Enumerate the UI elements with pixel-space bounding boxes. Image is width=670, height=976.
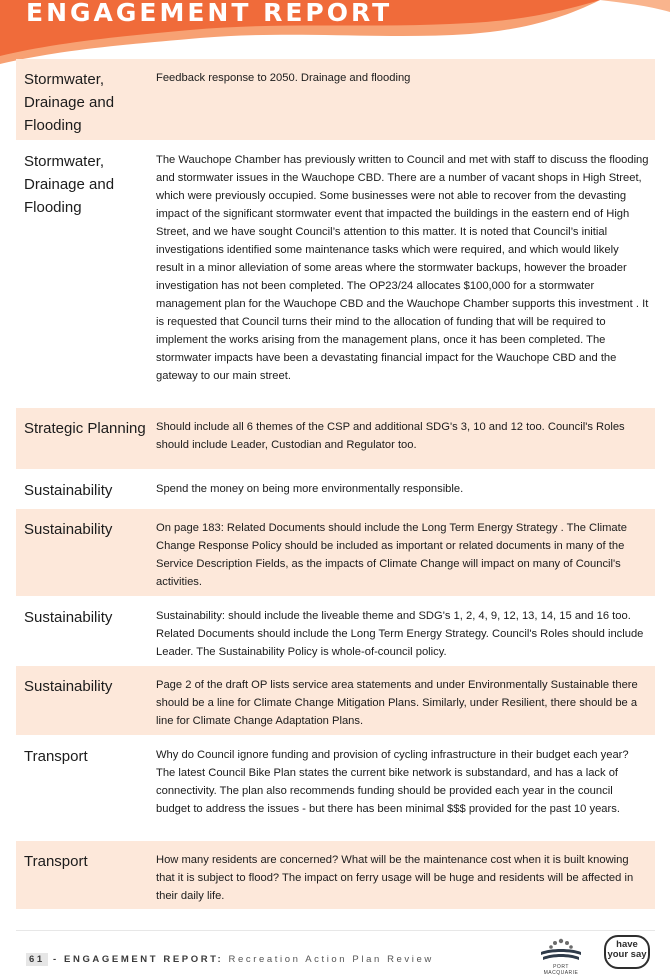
hys-line2: your say (607, 949, 647, 960)
header-banner (0, 0, 670, 64)
table-row (16, 736, 655, 841)
page-number: 61 (26, 953, 48, 966)
table-row (16, 666, 655, 736)
hys-line1: have (616, 939, 638, 950)
feedback-cell: Should include all 6 themes of the CSP and additional SDG's 3, 10 and 12 too. Council's Roles should include Leader, Custodian and Regulator too. (156, 421, 625, 451)
category-cell: Stormwater, Drainage and Flooding (24, 153, 115, 216)
feedback-cell: Page 2 of the draft OP lists service area statements and under Environmentally Sustainable there should be a line for Climate Change Mitigation Plans. Similarly, under Resilient, there should be a line for Climate Change Adaptation Plans. (156, 679, 638, 727)
footer-separator: - (53, 954, 59, 965)
table-row (16, 141, 655, 408)
footer-report-subtitle: Recreation Action Plan Review (228, 954, 434, 965)
category-cell: Transport (24, 853, 88, 870)
council-logo-icon (535, 936, 587, 964)
table-row (16, 408, 655, 470)
category-cell: Stormwater, Drainage and Flooding (24, 71, 115, 134)
feedback-cell: On page 183: Related Documents should include the Long Term Energy Strategy . The Climate Change Response Policy should be included as important or related documents in many of the Service Description Fields, as the impacts of Climate Change will impact on many of Council's activities. (156, 522, 627, 588)
footer-divider (16, 930, 655, 931)
category-cell: Transport (24, 748, 88, 765)
council-logo-text: PORT MACQUARIE (543, 964, 579, 976)
feedback-cell: How many residents are concerned? What will be the maintenance cost when it is built knowing that it is subject to flood? The impact on ferry usage will be huge and residents will be affected in their daily life. (156, 854, 634, 902)
category-cell: Sustainability (24, 482, 113, 499)
feedback-table (16, 59, 655, 910)
footer-report-label: ENGAGEMENT REPORT: (64, 954, 224, 965)
category-cell: Sustainability (24, 678, 113, 695)
table-row (16, 841, 655, 910)
category-cell: Strategic Planning (24, 420, 146, 437)
footer-text (26, 954, 434, 965)
feedback-cell: Feedback response to 2050. Drainage and flooding (156, 72, 411, 84)
table-row (16, 470, 655, 509)
feedback-cell: Spend the money on being more environmentally responsible. (156, 483, 464, 495)
feedback-cell: Why do Council ignore funding and provision of cycling infrastructure in their budget each year? The latest Council Bike Plan states the current bike network is substandard, and has a lack of connectivity. The plan also recommends funding should be provided each year in the council budget to address the issues - but there has been minimal $$$ provided for the past 10 years. (156, 749, 629, 815)
table-row (16, 597, 655, 666)
feedback-cell: Sustainability: should include the liveable theme and SDG's 1, 2, 4, 9, 12, 13, 14, 15 and 16 too. Related Documents should include the Long Term Energy Strategy. Council's Roles should include Leader. The Sustainability Policy is whole-of-council policy. (156, 610, 644, 658)
table-row (16, 509, 655, 597)
category-cell: Sustainability (24, 609, 113, 626)
table-row (16, 59, 655, 141)
category-cell: Sustainability (24, 521, 113, 538)
page-title: ENGAGEMENT REPORT (26, 0, 393, 27)
council-logo (535, 936, 587, 976)
have-your-say-logo (604, 935, 650, 969)
feedback-cell: The Wauchope Chamber has previously written to Council and met with staff to discuss the flooding and stormwater issues in the Wauchope CBD. There are a number of vacant shops in High Street, which were previously occupied. Some businesses were not able to recover from the devasting impact of the significant stormwater event that impacted the buildings in the eastern end of High Street, and we have sought Council’s attention to this matter. It is noted that Council’s initial investigations identified some maintenance tasks which were required, and which would likely result in a minor alleviation of some areas where the stormwater backups, however the broader investigation has not been completed. The OP23/24 allocates $100,000 for a stormwater management plan for the Wauchope CBD and the Wauchope Chamber supports this investment . It is requested that Council turns their mind to the allocation of funding that will be required to implement the works arising from the management plans, once it has been completed. The stormwater impacts have been a devastating financial impact for the Wauchope CBD and the gateway to our main street. (156, 154, 649, 382)
